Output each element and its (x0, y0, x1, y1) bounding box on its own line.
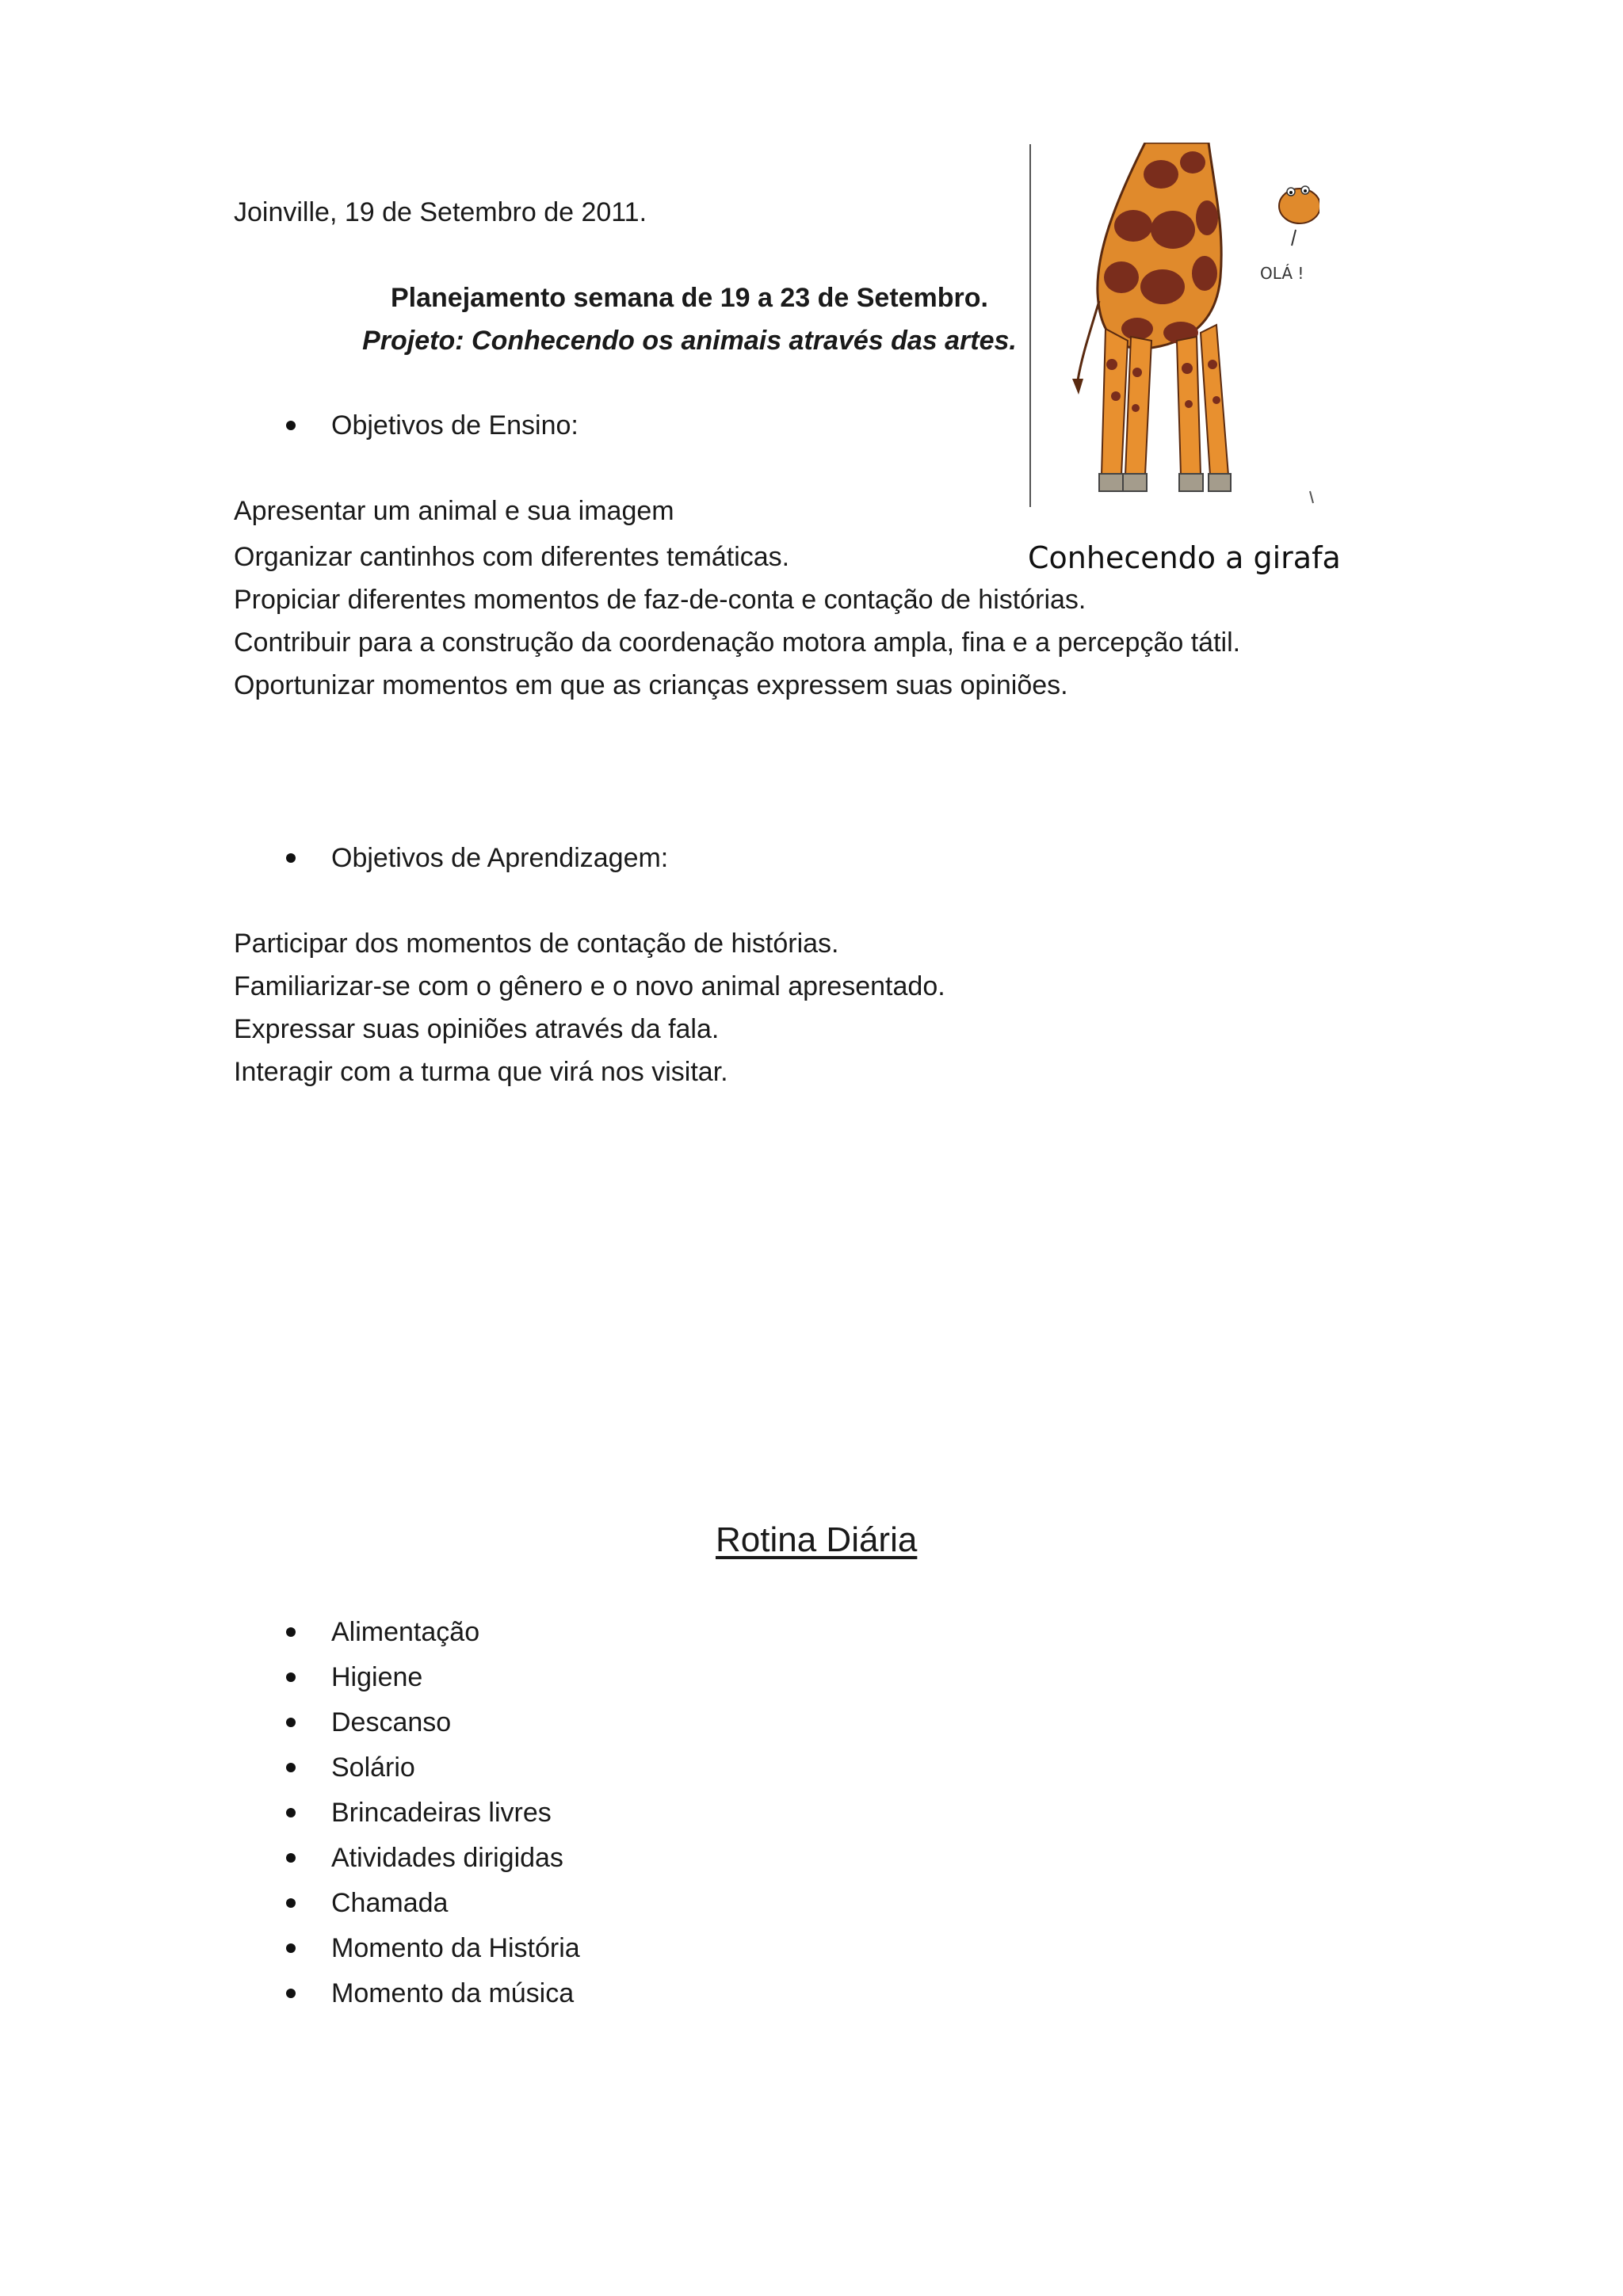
bullet-icon (286, 1763, 296, 1772)
rotina-heading: Rotina Diária (716, 1520, 918, 1559)
bullet-icon (286, 853, 296, 863)
planning-title: Planejamento semana de 19 a 23 de Setembro. (391, 283, 988, 313)
rotina-item: Solário (331, 1753, 415, 1783)
bullet-icon (286, 1627, 296, 1637)
speech-text: OLÁ ! (1260, 264, 1304, 283)
rotina-item: Higiene (331, 1662, 423, 1692)
rotina-item: Alimentação (331, 1617, 480, 1647)
bullet-icon (286, 1898, 296, 1908)
project-title: Projeto: Conhecendo os animais através das artes. (362, 326, 1017, 356)
rotina-item: Atividades dirigidas (331, 1843, 563, 1873)
ensino-item: Oportunizar momentos em que as crianças expressem suas opiniões. (234, 670, 1068, 700)
ensino-item: Apresentar um animal e sua imagem (234, 496, 674, 526)
bullet-icon (286, 1718, 296, 1727)
aprendizagem-item: Participar dos momentos de contação de histórias. (234, 929, 839, 959)
rotina-item: Descanso (331, 1707, 452, 1737)
aprendizagem-item: Expressar suas opiniões através da fala. (234, 1014, 720, 1044)
rotina-item: Chamada (331, 1888, 449, 1918)
aprendizagem-heading: Objetivos de Aprendizagem: (331, 843, 669, 873)
ensino-item: Propiciar diferentes momentos de faz-de-conta e contação de histórias. (234, 585, 1086, 615)
bullet-icon (286, 1853, 296, 1863)
aprendizagem-item: Interagir com a turma que virá nos visitar. (234, 1057, 728, 1087)
bullet-icon (286, 421, 296, 430)
ensino-item: Contribuir para a construção da coordenação motora ampla, fina e a percepção tátil. (234, 627, 1241, 658)
date-line: Joinville, 19 de Setembro de 2011. (234, 197, 647, 227)
rotina-item: Momento da História (331, 1933, 580, 1963)
giraffe-illustration (1026, 143, 1319, 511)
bullet-icon (286, 1943, 296, 1953)
bullet-icon (286, 1808, 296, 1817)
bullet-icon (286, 1989, 296, 1998)
rotina-item: Brincadeiras livres (331, 1798, 552, 1828)
rotina-item: Momento da música (331, 1978, 575, 2008)
giraffe-caption: Conhecendo a girafa (1028, 540, 1341, 575)
ensino-item: Organizar cantinhos com diferentes temáticas. (234, 542, 790, 572)
ensino-heading: Objetivos de Ensino: (331, 410, 579, 441)
aprendizagem-item: Familiarizar-se com o gênero e o novo animal apresentado. (234, 971, 945, 1001)
bullet-icon (286, 1672, 296, 1682)
